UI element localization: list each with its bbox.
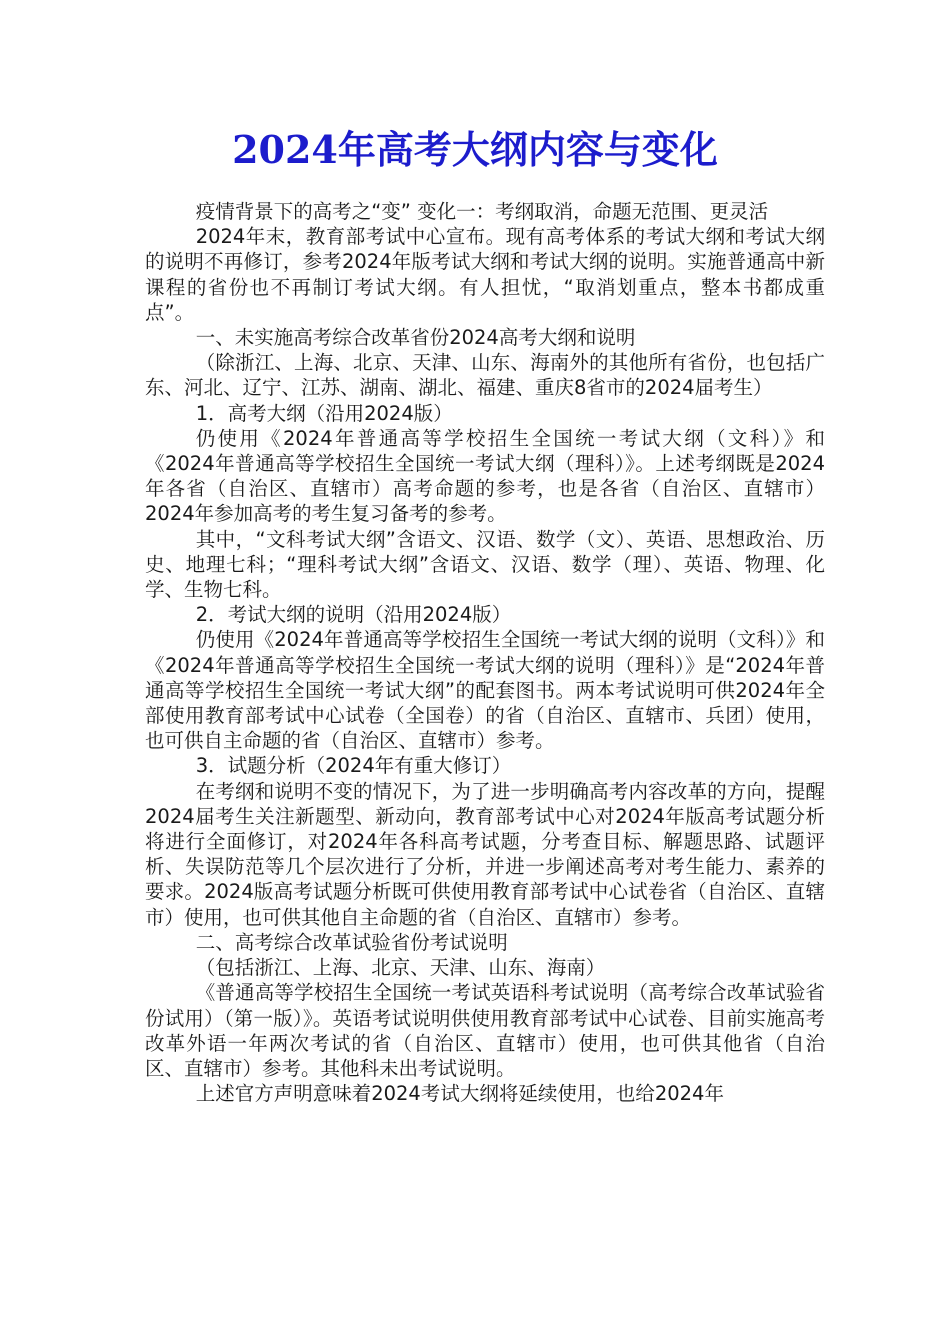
paragraph: 其中，“文科考试大纲”含语文、汉语、数学（文）、英语、思想政治、历史、地理七科；“理科考试大纲”含语文、汉语、数学（理）、英语、物理、化学、生物七科。 [145,527,825,602]
section-heading: 一、未实施高考综合改革省份2024高考大纲和说明 [195,326,636,350]
paragraph: （除浙江、上海、北京、天津、山东、海南外的其他所有省份，也包括广东、河北、辽宁、江苏、湖南、湖北、福建、重庆8省市的2024届考生） [145,351,825,400]
section-heading: 二、高考综合改革试验省份考试说明 [195,930,508,954]
paragraph: 《普通高等学校招生全国统一考试英语科考试说明（高考综合改革试验省份试用）（第一版）》。英语考试说明供使用教育部考试中心试卷、目前实施高考改革外语一年两次考试的省（自治区、直辖市）使用，也可供其他省（自治区、直辖市）参考。其他科未出考试说明。 [145,981,825,1080]
paragraph: 在考纲和说明不变的情况下，为了进一步明确高考内容改革的方向，提醒2024届考生关注新题型、新动向，教育部考试中心对2024年版高考试题分析将进行全面修订，对2024年各科高考试题，分考查目标、解题思路、试题评析、失误防范等几个层次进行了分析，并进一步阐述高考对考生能力、素养的要求。2024版高考试题分析既可供使用教育部考试中心试卷省（自治区、直辖市）使用，也可供其他自主命题的省（自治区、直辖市）参考。 [145,779,825,929]
paragraph: （包括浙江、上海、北京、天津、山东、海南） [195,956,606,980]
document-body [145,199,825,1106]
paragraph: 疫情背景下的高考之“变” 变化一：考纲取消，命题无范围、更灵活 [195,200,769,223]
subsection-heading: 1．高考大纲（沿用2024版） [195,401,453,425]
paragraph: 上述官方声明意味着2024考试大纲将延续使用，也给2024年 [195,1082,724,1106]
paragraph: 2024年末，教育部考试中心宣布。现有高考体系的考试大纲和考试大纲的说明不再修订，参考2024年版考试大纲和考试大纲的说明。实施普通高中新课程的省份也不再制订考试大纲。有人担忧，“取消划重点，整本书都成重点”。 [145,225,825,324]
paragraph: 仍使用《2024年普通高等学校招生全国统一考试大纲（文科）》和《2024年普通高等学校招生全国统一考试大纲（理科）》。上述考纲既是2024年各省（自治区、直辖市）高考命题的参考，也是各省（自治区、直辖市）2024年参加高考的考生复习备考的参考。 [145,426,825,526]
paragraph: 仍使用《2024年普通高等学校招生全国统一考试大纲的说明（文科）》和《2024年普通高等学校招生全国统一考试大纲的说明（理科）》是“2024年普通高等学校招生全国统一考试大纲”的配套图书。两本考试说明可供2024年全部使用教育部考试中心试卷（全国卷）的省（自治区、直辖市、兵团）使用，也可供自主命题的省（自治区、直辖市）参考。 [145,628,825,753]
subsection-heading: 2．考试大纲的说明（沿用2024版） [195,603,512,627]
subsection-heading: 3．试题分析（2024年有重大修订） [195,754,512,778]
document-title: 2024年高考大纲内容与变化 [232,127,718,172]
